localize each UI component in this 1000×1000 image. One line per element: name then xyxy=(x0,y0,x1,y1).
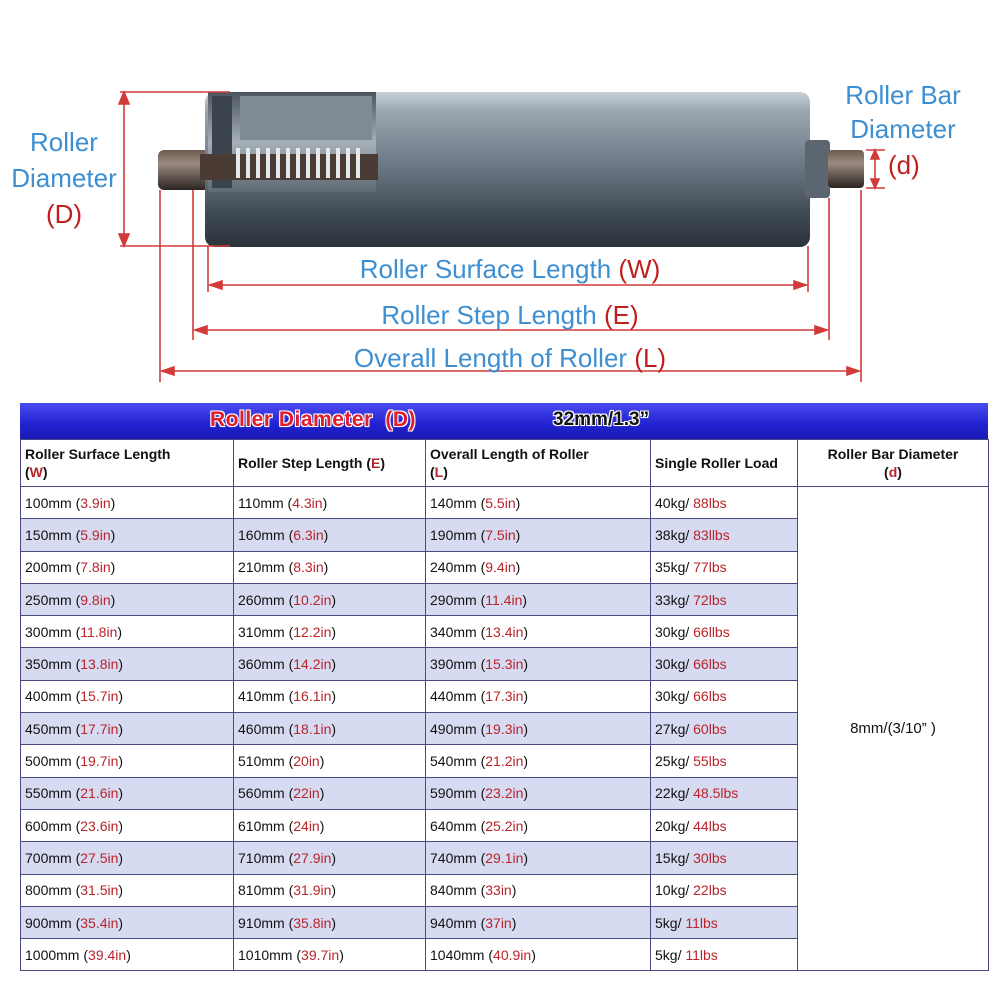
metric-value: 160mm xyxy=(238,526,285,543)
cell-surface-length: 450mm (17.7in) xyxy=(21,713,234,745)
roller-illustration xyxy=(0,0,1000,400)
metric-value: 900mm xyxy=(25,914,72,931)
cell-single-roller-load xyxy=(651,648,798,680)
metric-value: 400mm xyxy=(25,688,72,705)
imperial-value: 83llbs xyxy=(693,526,730,543)
metric-value: 200mm xyxy=(25,559,72,576)
imperial-value: 6.3in xyxy=(293,526,324,543)
cell-overall-length: 590mm (23.2in) xyxy=(426,777,651,809)
imperial-value: 25.2in xyxy=(485,817,524,834)
cell-surface-length: 400mm (15.7in) xyxy=(21,680,234,712)
cell-surface-length: 150mm (5.9in) xyxy=(21,519,234,551)
cell-single-roller-load xyxy=(651,809,798,841)
metric-value: 22kg/ xyxy=(655,785,690,802)
imperial-value: 27.5in xyxy=(80,849,119,866)
imperial-value: 13.8in xyxy=(80,656,119,673)
imperial-value: 19.3in xyxy=(485,720,524,737)
metric-value: 20kg/ xyxy=(655,817,690,834)
cell-surface-length: 800mm (31.5in) xyxy=(21,874,234,906)
table-row xyxy=(21,487,989,519)
banner-title: Roller Diameter (D) xyxy=(210,408,417,431)
imperial-value: 5.9in xyxy=(80,526,111,543)
metric-value: 5kg/ xyxy=(655,946,682,963)
metric-value: 140mm xyxy=(430,494,477,511)
cell-single-roller-load xyxy=(651,713,798,745)
metric-value: 240mm xyxy=(430,559,477,576)
header-single-roller-load xyxy=(651,440,798,487)
metric-value: 38kg/ xyxy=(655,526,690,543)
imperial-value: 18.1in xyxy=(293,720,332,737)
imperial-value: 40.9in xyxy=(493,946,532,963)
metric-value: 450mm xyxy=(25,720,72,737)
spec-table-container xyxy=(20,403,988,971)
cell-overall-length: 240mm (9.4in) xyxy=(426,551,651,583)
metric-value: 390mm xyxy=(430,656,477,673)
cell-step-length: 410mm (16.1in) xyxy=(234,680,426,712)
cell-overall-length: 640mm (25.2in) xyxy=(426,809,651,841)
cell-surface-length: 1000mm (39.4in) xyxy=(21,939,234,971)
metric-value: 190mm xyxy=(430,526,477,543)
metric-value: 35kg/ xyxy=(655,559,690,576)
cell-overall-length: 390mm (15.3in) xyxy=(426,648,651,680)
header-symbol: d xyxy=(888,464,898,480)
metric-value: 290mm xyxy=(430,591,477,608)
imperial-value: 22in xyxy=(293,785,320,802)
imperial-value: 35.4in xyxy=(80,914,119,931)
cell-overall-length: 140mm (5.5in) xyxy=(426,487,651,519)
cell-overall-length: 340mm (13.4in) xyxy=(426,616,651,648)
imperial-value: 39.7in xyxy=(301,946,340,963)
metric-value: 30kg/ xyxy=(655,656,690,673)
cell-single-roller-load xyxy=(651,777,798,809)
imperial-value: 19.7in xyxy=(80,753,119,770)
imperial-value: 9.8in xyxy=(80,591,111,608)
cell-single-roller-load xyxy=(651,906,798,938)
cell-single-roller-load xyxy=(651,487,798,519)
roller-diameter-text: Roller Diameter xyxy=(11,127,117,193)
imperial-value: 10.2in xyxy=(293,591,332,608)
cell-surface-length: 500mm (19.7in) xyxy=(21,745,234,777)
surface-length-label xyxy=(160,252,860,286)
cell-step-length: 710mm (27.9in) xyxy=(234,842,426,874)
metric-value: 340mm xyxy=(430,623,477,640)
metric-value: 110mm xyxy=(238,494,284,511)
metric-value: 640mm xyxy=(430,817,477,834)
imperial-value: 37in xyxy=(485,914,512,931)
cell-step-length: 610mm (24in) xyxy=(234,809,426,841)
header-text: Single Roller Load xyxy=(655,455,778,471)
spring xyxy=(238,148,358,178)
imperial-value: 44lbs xyxy=(693,817,727,834)
overall-length-symbol: (L) xyxy=(634,343,667,373)
metric-value: 25kg/ xyxy=(655,753,690,770)
cell-overall-length: 840mm (33in) xyxy=(426,874,651,906)
imperial-value: 66lbs xyxy=(693,656,727,673)
metric-value: 30kg/ xyxy=(655,688,690,705)
table-body xyxy=(21,487,989,971)
imperial-value: 24in xyxy=(293,817,320,834)
metric-value: 260mm xyxy=(238,591,285,608)
cell-step-length: 460mm (18.1in) xyxy=(234,713,426,745)
metric-value: 15kg/ xyxy=(655,849,690,866)
imperial-value: 14.2in xyxy=(293,656,332,673)
overall-length-label xyxy=(160,341,860,375)
metric-value: 1040mm xyxy=(430,946,485,963)
cell-single-roller-load xyxy=(651,551,798,583)
imperial-value: 11.8in xyxy=(80,623,118,640)
header-symbol: L xyxy=(434,464,444,480)
header-bar-diameter: Roller Bar Diameter (d) xyxy=(798,440,989,487)
header-surface-length: Roller Surface Length (W) xyxy=(21,440,234,487)
cell-step-length: 910mm (35.8in) xyxy=(234,906,426,938)
cell-surface-length: 600mm (23.6in) xyxy=(21,809,234,841)
cell-step-length: 160mm (6.3in) xyxy=(234,519,426,551)
imperial-value: 17.3in xyxy=(485,688,524,705)
cell-surface-length: 700mm (27.5in) xyxy=(21,842,234,874)
metric-value: 800mm xyxy=(25,882,72,899)
overall-length-text: Overall Length of Roller xyxy=(353,343,635,373)
cell-single-roller-load xyxy=(651,939,798,971)
metric-value: 710mm xyxy=(238,849,285,866)
imperial-value: 30lbs xyxy=(693,849,727,866)
cell-single-roller-load xyxy=(651,842,798,874)
metric-value: 460mm xyxy=(238,720,285,737)
metric-value: 490mm xyxy=(430,720,477,737)
metric-value: 590mm xyxy=(430,785,477,802)
cell-step-length: 810mm (31.9in) xyxy=(234,874,426,906)
roller-diagram xyxy=(0,0,1000,400)
imperial-value: 9.4in xyxy=(485,559,516,576)
step-length-text: Roller Step Length xyxy=(381,300,604,330)
header-text: Roller Step Length xyxy=(238,455,363,471)
imperial-value: 11.4in xyxy=(485,591,523,608)
metric-value: 910mm xyxy=(238,914,285,931)
cell-step-length: 510mm (20in) xyxy=(234,745,426,777)
metric-value: 610mm xyxy=(238,817,285,834)
cell-step-length: 560mm (22in) xyxy=(234,777,426,809)
header-symbol: W xyxy=(29,464,43,480)
metric-value: 5kg/ xyxy=(655,914,682,931)
cell-single-roller-load xyxy=(651,680,798,712)
banner-size: 32mm/1.3” xyxy=(553,409,650,430)
metric-value: 500mm xyxy=(25,753,72,770)
metric-value: 150mm xyxy=(25,526,72,543)
metric-value: 410mm xyxy=(238,688,285,705)
header-step-length: Roller Step Length (E) xyxy=(234,440,426,487)
imperial-value: 31.9in xyxy=(293,882,332,899)
header-text: Roller Surface Length xyxy=(25,446,171,462)
roller-diameter-label xyxy=(6,124,122,232)
header-symbol: E xyxy=(371,455,381,471)
metric-value: 810mm xyxy=(238,882,285,899)
metric-value: 440mm xyxy=(430,688,477,705)
cell-overall-length: 740mm (29.1in) xyxy=(426,842,651,874)
cell-overall-length: 440mm (17.3in) xyxy=(426,680,651,712)
cell-surface-length: 200mm (7.8in) xyxy=(21,551,234,583)
cell-step-length: 210mm (8.3in) xyxy=(234,551,426,583)
metric-value: 10kg/ xyxy=(655,882,690,899)
imperial-value: 23.6in xyxy=(80,817,119,834)
metric-value: 1010mm xyxy=(238,946,293,963)
metric-value: 350mm xyxy=(25,656,72,673)
imperial-value: 88lbs xyxy=(693,494,727,511)
imperial-value: 16.1in xyxy=(293,688,332,705)
cell-surface-length: 350mm (13.8in) xyxy=(21,648,234,680)
cell-bar-diameter: 8mm/(3/10” ) xyxy=(798,487,989,971)
right-shaft xyxy=(828,150,864,188)
header-text: Roller Bar Diameter xyxy=(827,446,959,462)
imperial-value: 7.5in xyxy=(485,526,516,543)
imperial-value: 12.2in xyxy=(293,623,332,640)
metric-value: 940mm xyxy=(430,914,477,931)
imperial-value: 17.7in xyxy=(80,720,119,737)
cell-surface-length: 550mm (21.6in) xyxy=(21,777,234,809)
metric-value: 40kg/ xyxy=(655,494,690,511)
imperial-value: 15.3in xyxy=(485,656,524,673)
cell-overall-length: 940mm (37in) xyxy=(426,906,651,938)
metric-value: 600mm xyxy=(25,817,72,834)
imperial-value: 4.3in xyxy=(292,494,323,511)
imperial-value: 29.1in xyxy=(485,849,524,866)
cell-step-length: 310mm (12.2in) xyxy=(234,616,426,648)
metric-value: 840mm xyxy=(430,882,477,899)
imperial-value: 39.4in xyxy=(88,946,127,963)
imperial-value: 48.5lbs xyxy=(693,785,739,802)
imperial-value: 21.2in xyxy=(485,753,524,770)
imperial-value: 15.7in xyxy=(80,688,119,705)
imperial-value: 31.5in xyxy=(80,882,119,899)
cell-step-length: 360mm (14.2in) xyxy=(234,648,426,680)
imperial-value: 11lbs xyxy=(685,946,718,963)
imperial-value: 72lbs xyxy=(693,591,727,608)
imperial-value: 66llbs xyxy=(693,623,730,640)
table-banner xyxy=(20,403,988,439)
imperial-value: 8.3in xyxy=(293,559,324,576)
cell-overall-length: 490mm (19.3in) xyxy=(426,713,651,745)
table-header-row xyxy=(21,440,989,487)
metric-value: 27kg/ xyxy=(655,720,690,737)
imperial-value: 20in xyxy=(293,753,320,770)
metric-value: 560mm xyxy=(238,785,285,802)
metric-value: 510mm xyxy=(238,753,285,770)
step-length-label xyxy=(160,298,860,332)
imperial-value: 66lbs xyxy=(693,688,727,705)
surface-length-text: Roller Surface Length xyxy=(359,254,619,284)
step-length-symbol: (E) xyxy=(603,300,639,330)
cell-overall-length: 540mm (21.2in) xyxy=(426,745,651,777)
right-end-cap xyxy=(805,140,830,198)
cell-step-length: 1010mm (39.7in) xyxy=(234,939,426,971)
metric-value: 540mm xyxy=(430,753,477,770)
cell-step-length: 110mm (4.3in) xyxy=(234,487,426,519)
metric-value: 300mm xyxy=(25,623,72,640)
header-overall-length: Overall Length of Roller (L) xyxy=(426,440,651,487)
roller-diameter-symbol: (D) xyxy=(45,199,83,229)
cell-overall-length: 190mm (7.5in) xyxy=(426,519,651,551)
cell-overall-length: 1040mm (40.9in) xyxy=(426,939,651,971)
cell-single-roller-load xyxy=(651,583,798,615)
metric-value: 360mm xyxy=(238,656,285,673)
imperial-value: 21.6in xyxy=(80,785,119,802)
imperial-value: 55lbs xyxy=(693,753,727,770)
cell-single-roller-load xyxy=(651,874,798,906)
cell-step-length: 260mm (10.2in) xyxy=(234,583,426,615)
metric-value: 250mm xyxy=(25,591,72,608)
imperial-value: 35.8in xyxy=(293,914,332,931)
metric-value: 1000mm xyxy=(25,946,80,963)
imperial-value: 60lbs xyxy=(693,720,727,737)
metric-value: 700mm xyxy=(25,849,72,866)
imperial-value: 5.5in xyxy=(485,494,516,511)
spec-table xyxy=(20,439,989,971)
imperial-value: 22lbs xyxy=(693,882,727,899)
metric-value: 33kg/ xyxy=(655,591,690,608)
metric-value: 740mm xyxy=(430,849,477,866)
metric-value: 210mm xyxy=(238,559,285,576)
cell-single-roller-load xyxy=(651,519,798,551)
metric-value: 310mm xyxy=(238,623,285,640)
surface-length-symbol: (W) xyxy=(618,254,661,284)
cell-surface-length: 300mm (11.8in) xyxy=(21,616,234,648)
imperial-value: 27.9in xyxy=(293,849,332,866)
metric-value: 100mm xyxy=(25,494,72,511)
imperial-value: 77lbs xyxy=(693,559,727,576)
cell-single-roller-load xyxy=(651,745,798,777)
cell-single-roller-load xyxy=(651,616,798,648)
metric-value: 30kg/ xyxy=(655,623,690,640)
imperial-value: 11lbs xyxy=(685,914,718,931)
imperial-value: 13.4in xyxy=(485,623,524,640)
cell-overall-length: 290mm (11.4in) xyxy=(426,583,651,615)
imperial-value: 23.2in xyxy=(485,785,524,802)
imperial-value: 7.8in xyxy=(80,559,111,576)
bar-diameter-symbol: (d) xyxy=(888,150,920,180)
imperial-value: 3.9in xyxy=(80,494,111,511)
cell-surface-length: 250mm (9.8in) xyxy=(21,583,234,615)
imperial-value: 33in xyxy=(485,882,512,899)
cell-surface-length: 100mm (3.9in) xyxy=(21,487,234,519)
cell-surface-length: 900mm (35.4in) xyxy=(21,906,234,938)
header-text: Overall Length of Roller xyxy=(430,446,589,462)
bar-diameter-label: Roller Bar Diameter xyxy=(845,80,961,144)
metric-value: 550mm xyxy=(25,785,72,802)
